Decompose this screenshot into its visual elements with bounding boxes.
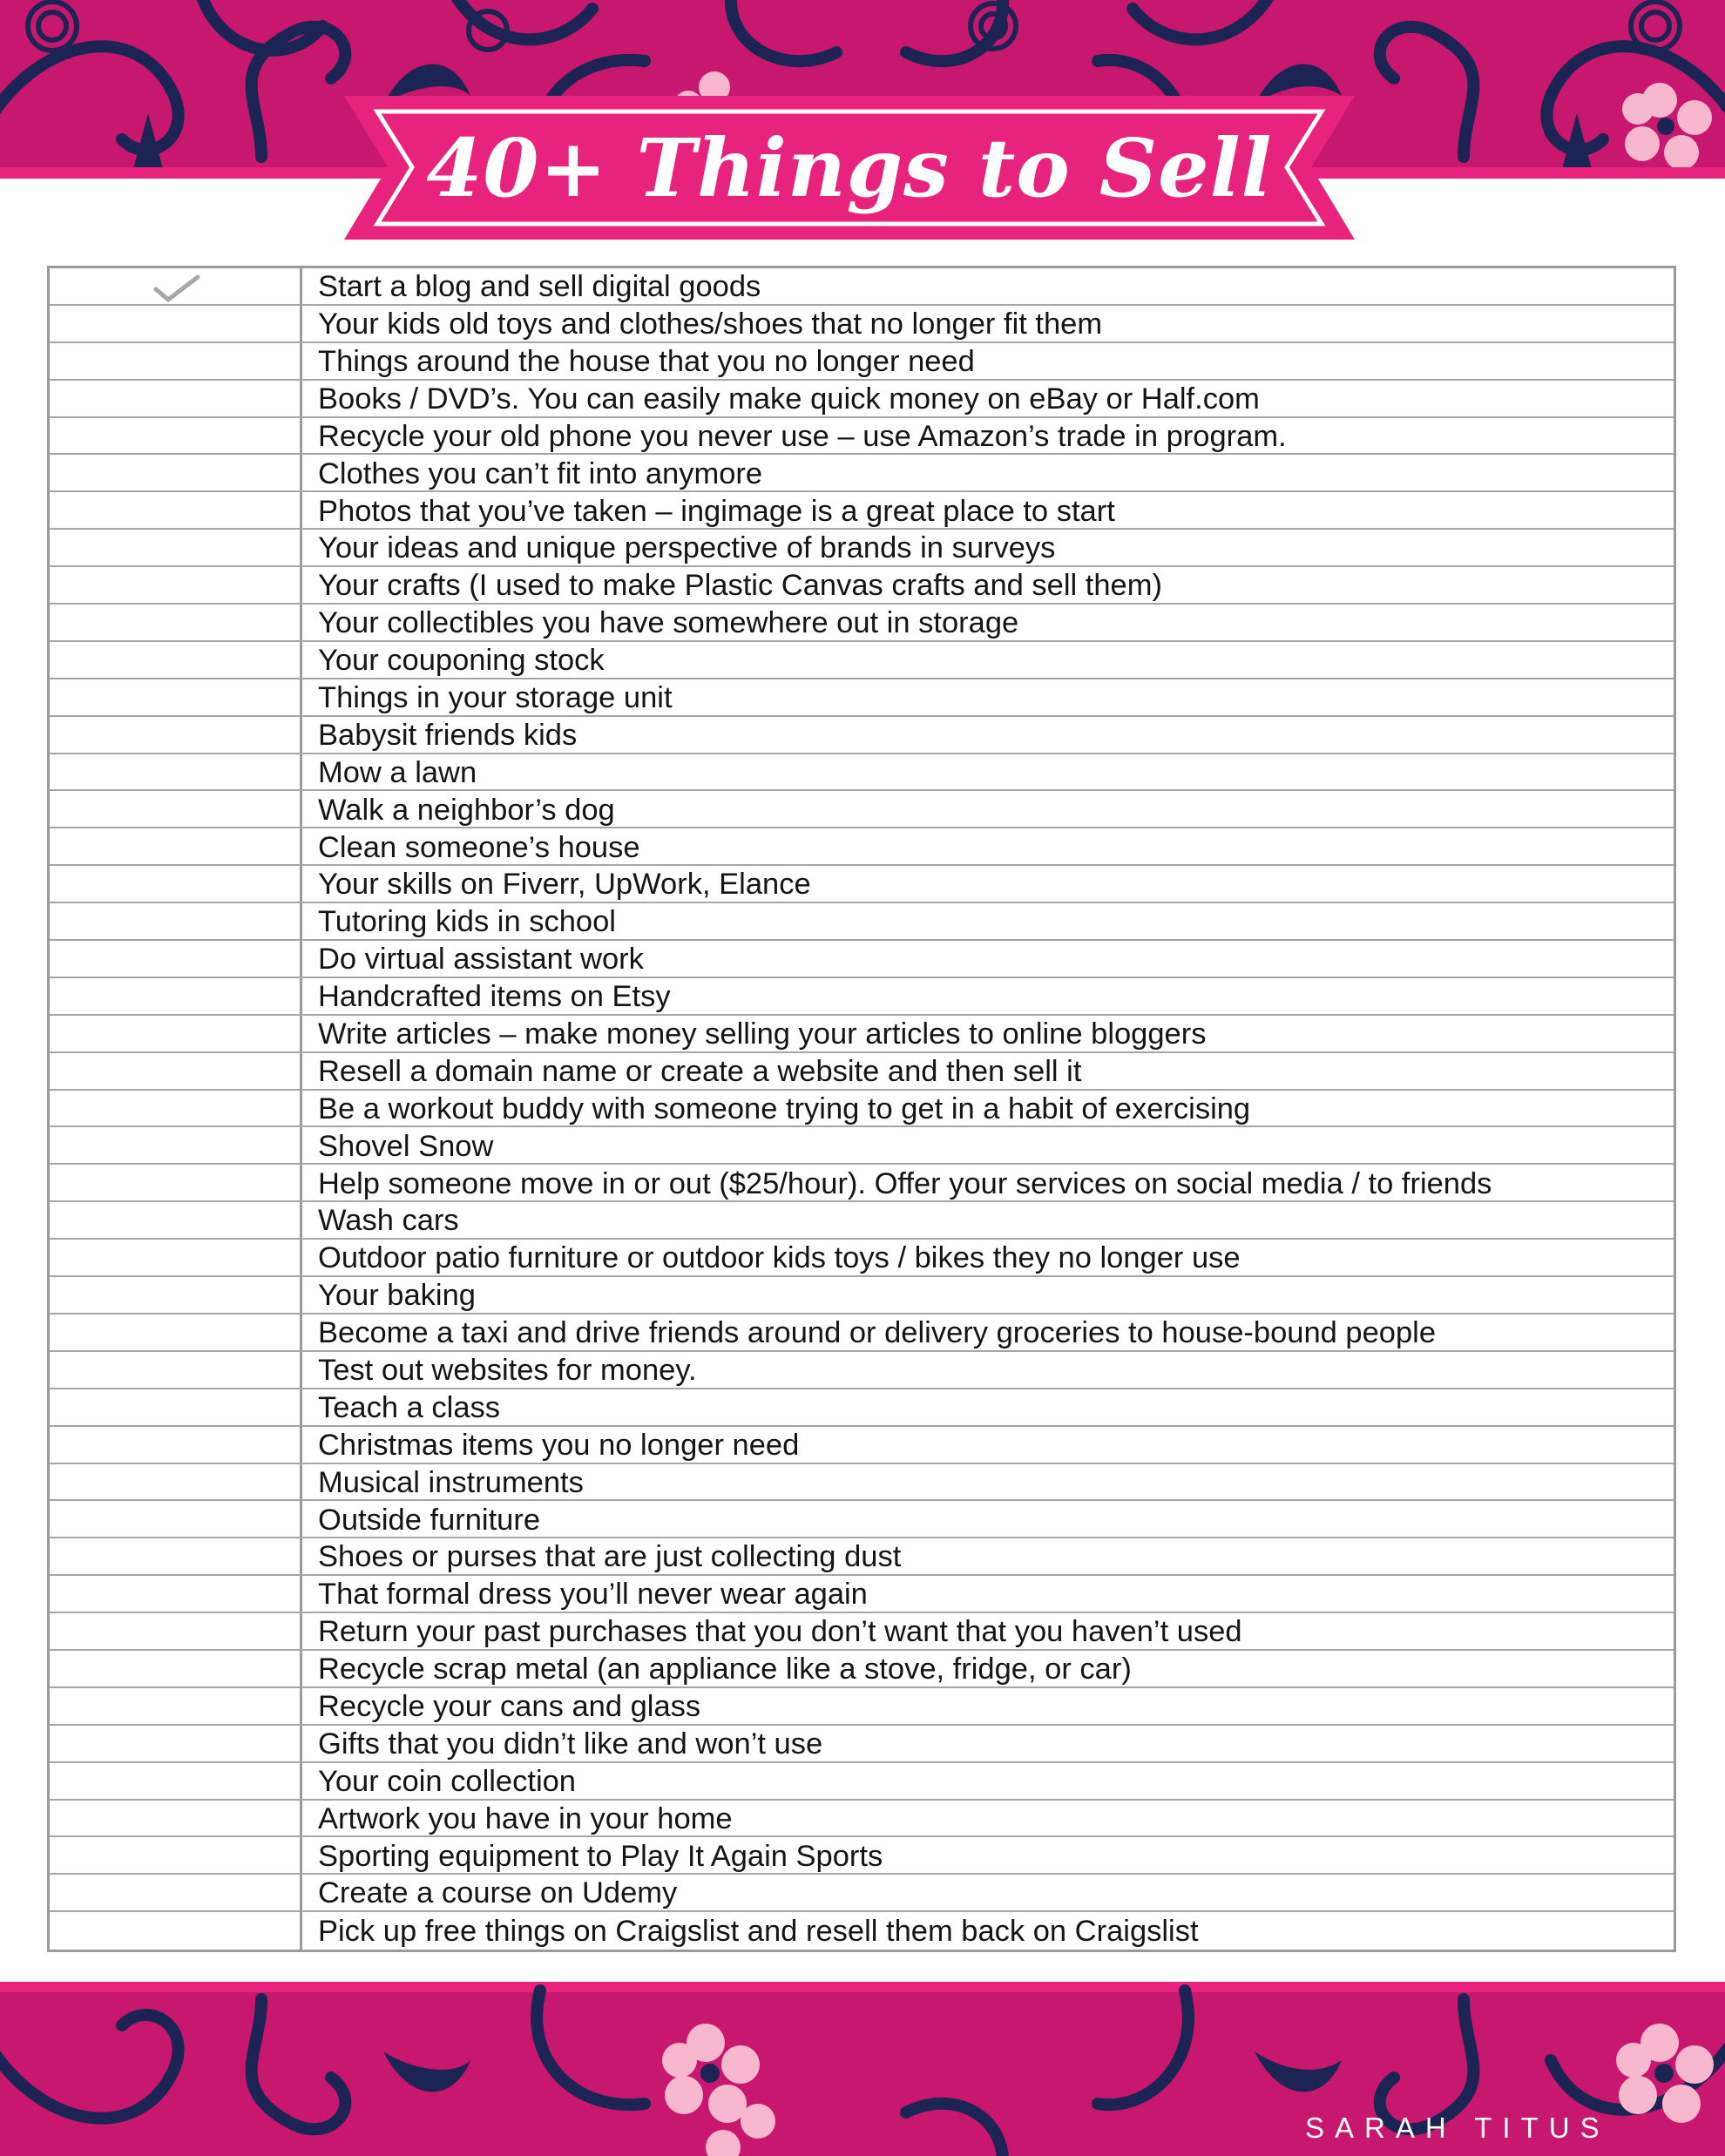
checklist-row	[50, 1875, 1674, 1912]
checklist-row	[50, 941, 1674, 978]
checkbox-cell[interactable]	[50, 941, 302, 977]
checkbox-cell[interactable]	[50, 1091, 302, 1126]
checklist-item-label: Pick up free things on Craigslist and resell them back on Craigslist	[318, 1915, 1199, 1949]
checklist-table	[47, 266, 1676, 1952]
checklist-item-label: Photos that you’ve taken – ingimage is a great place to start	[318, 494, 1115, 528]
checkbox-cell[interactable]	[50, 1688, 302, 1724]
checkbox-cell[interactable]	[50, 828, 302, 864]
checkbox-cell[interactable]	[50, 1801, 302, 1836]
checklist-row	[50, 605, 1674, 642]
checklist-row	[50, 1202, 1674, 1240]
checkbox-cell[interactable]	[50, 1726, 302, 1761]
checklist-item-label: Start a blog and sell digital goods	[318, 270, 761, 304]
checklist-row	[50, 1464, 1674, 1502]
checkbox-cell[interactable]	[50, 1427, 302, 1463]
checkbox-cell[interactable]	[50, 1912, 302, 1950]
checklist-item-label: Recycle your old phone you never use – use Amazon’s trade in program.	[318, 419, 1287, 453]
title-ribbon	[344, 96, 1355, 240]
checklist-item-label: Recycle your cans and glass	[318, 1690, 701, 1724]
checklist-row	[50, 455, 1674, 492]
checkbox-cell[interactable]	[50, 866, 302, 902]
checkbox-cell[interactable]	[50, 903, 302, 939]
checkbox-cell[interactable]	[50, 1352, 302, 1388]
checklist-row	[50, 866, 1674, 903]
checklist-item-label: Shovel Snow	[318, 1129, 494, 1163]
checklist-row	[50, 1576, 1674, 1613]
checklist-row	[50, 1427, 1674, 1464]
checklist-item-label: Musical instruments	[318, 1465, 584, 1499]
checkbox-cell[interactable]	[50, 1315, 302, 1350]
checkbox-cell[interactable]	[50, 1165, 302, 1200]
checklist-row	[50, 343, 1674, 381]
checklist-item-label: Be a workout buddy with someone trying to get in a habit of exercising	[318, 1092, 1251, 1125]
checklist-row	[50, 381, 1674, 418]
checklist-item-label: Walk a neighbor’s dog	[318, 793, 615, 827]
checklist-item-label: Your coin collection	[318, 1764, 576, 1798]
checklist-item-label: Your couponing stock	[318, 644, 605, 678]
checkbox-cell[interactable]	[50, 1538, 302, 1574]
checkbox-cell[interactable]	[50, 418, 302, 454]
checklist-item-label: Christmas items you no longer need	[318, 1428, 800, 1462]
checkbox-cell[interactable]	[50, 1277, 302, 1313]
checklist-item-label: Mow a lawn	[318, 755, 477, 789]
checkbox-cell[interactable]	[50, 754, 302, 790]
checklist-item-label: Artwork you have in your home	[318, 1801, 733, 1835]
checkbox-cell[interactable]	[50, 1613, 302, 1649]
checklist-item-label: Your crafts (I used to make Plastic Canvas crafts and sell them)	[318, 569, 1162, 603]
checkbox-cell[interactable]	[50, 306, 302, 341]
checkbox-cell[interactable]	[50, 1202, 302, 1238]
checkbox-cell[interactable]	[50, 1651, 302, 1686]
checkbox-cell[interactable]	[50, 679, 302, 715]
checklist-row	[50, 1091, 1674, 1128]
checklist-row	[50, 1688, 1674, 1726]
checklist-row	[50, 1389, 1674, 1427]
checkbox-cell[interactable]	[50, 605, 302, 640]
checklist-item-label: Your collectibles you have somewhere out in storage	[318, 606, 1019, 640]
checklist-item-label: Your skills on Fiverr, UpWork, Elance	[318, 868, 811, 902]
checklist-item-label: Sporting equipment to Play It Again Sports	[318, 1839, 883, 1873]
brand-signature: SARAH TITUS	[1305, 2112, 1610, 2144]
checklist-row	[50, 791, 1674, 828]
checklist-row	[50, 1801, 1674, 1838]
checklist-row	[50, 1763, 1674, 1801]
checklist-item-label: Books / DVD’s. You can easily make quick money on eBay or Half.com	[318, 382, 1260, 416]
checkbox-cell[interactable]	[50, 1464, 302, 1500]
checklist-row	[50, 1538, 1674, 1576]
checklist-row	[50, 903, 1674, 941]
checkbox-cell[interactable]	[50, 530, 302, 565]
checklist-item-label: Create a course on Udemy	[318, 1876, 678, 1910]
checklist-item-label: Babysit friends kids	[318, 718, 578, 752]
checklist-row	[50, 492, 1674, 530]
checkbox-cell[interactable]	[50, 268, 302, 304]
checklist-item-label: Tutoring kids in school	[318, 905, 616, 939]
checkbox-cell[interactable]	[50, 567, 302, 603]
checklist-row	[50, 1240, 1674, 1277]
checklist-item-label: Clean someone’s house	[318, 830, 640, 864]
checklist-row	[50, 1127, 1674, 1165]
checklist-item-label: Things in your storage unit	[318, 680, 673, 714]
checkbox-cell[interactable]	[50, 642, 302, 678]
checklist-item-label: Clothes you can’t fit into anymore	[318, 456, 763, 490]
checkbox-cell[interactable]	[50, 717, 302, 753]
checklist-row	[50, 1613, 1674, 1651]
checkbox-cell[interactable]	[50, 1501, 302, 1537]
checkbox-cell[interactable]	[50, 1240, 302, 1275]
checkbox-cell[interactable]	[50, 1016, 302, 1051]
checklist-item-label: Return your past purchases that you don’t want that you haven’t used	[318, 1615, 1242, 1649]
checklist-item-label: Recycle scrap metal (an appliance like a stove, fridge, or car)	[318, 1652, 1132, 1686]
checklist-row	[50, 567, 1674, 605]
checkmark-icon	[152, 274, 201, 303]
checkbox-cell[interactable]	[50, 791, 302, 827]
checklist-row	[50, 1837, 1674, 1875]
checklist-row	[50, 306, 1674, 343]
checklist-row	[50, 1912, 1674, 1950]
checklist-item-label: Things around the house that you no longer need	[318, 344, 975, 378]
checklist-item-label: Your ideas and unique perspective of brands in surveys	[318, 531, 1056, 565]
checklist-item-label: Write articles – make money selling your articles to online bloggers	[318, 1017, 1207, 1051]
checklist-row	[50, 828, 1674, 866]
checklist-row	[50, 754, 1674, 792]
checkbox-cell[interactable]	[50, 343, 302, 379]
checklist-row	[50, 1726, 1674, 1763]
checklist-item-label: Handcrafted items on Etsy	[318, 980, 671, 1014]
checklist-row	[50, 1165, 1674, 1202]
checkbox-cell[interactable]	[50, 1837, 302, 1873]
checklist-row	[50, 1315, 1674, 1352]
checklist-item-label: Shoes or purses that are just collecting dust	[318, 1540, 902, 1574]
checklist-row	[50, 530, 1674, 567]
checklist-row	[50, 418, 1674, 456]
checklist-row	[50, 1277, 1674, 1315]
checklist-item-label: Wash cars	[318, 1204, 459, 1238]
checkbox-cell[interactable]	[50, 1576, 302, 1612]
checklist-item-label: Outdoor patio furniture or outdoor kids toys / bikes they no longer use	[318, 1241, 1241, 1275]
checklist-row	[50, 1651, 1674, 1688]
checklist-item-label: Resell a domain name or create a website and then sell it	[318, 1054, 1082, 1088]
checklist-item-label: Gifts that you didn’t like and won’t use	[318, 1727, 823, 1761]
checklist-item-label: Your kids old toys and clothes/shoes that no longer fit them	[318, 308, 1103, 341]
checklist-item-label: Test out websites for money.	[318, 1354, 697, 1388]
checkbox-cell[interactable]	[50, 381, 302, 416]
checklist-row	[50, 642, 1674, 679]
checklist-row	[50, 717, 1674, 754]
checklist-row	[50, 978, 1674, 1016]
checkbox-cell[interactable]	[50, 978, 302, 1014]
checkbox-cell[interactable]	[50, 1763, 302, 1799]
checklist-row	[50, 1352, 1674, 1389]
checklist-item-label: Teach a class	[318, 1390, 501, 1424]
page-title: 40+ Things to Sell	[426, 120, 1273, 215]
checkbox-cell[interactable]	[50, 1127, 302, 1163]
checklist-item-label: Outside furniture	[318, 1503, 541, 1537]
checkbox-cell[interactable]	[50, 1389, 302, 1425]
checkbox-cell[interactable]	[50, 1053, 302, 1089]
checklist-row	[50, 1053, 1674, 1091]
checklist-row	[50, 268, 1674, 306]
checkbox-cell[interactable]	[50, 455, 302, 490]
checklist-item-label: That formal dress you’ll never wear again	[318, 1578, 868, 1612]
checklist-item-label: Become a taxi and drive friends around or delivery groceries to house-bound people	[318, 1316, 1437, 1350]
checklist-row	[50, 679, 1674, 717]
checkbox-cell[interactable]	[50, 1875, 302, 1910]
checkbox-cell[interactable]	[50, 492, 302, 528]
checklist-row	[50, 1016, 1674, 1053]
checklist-row	[50, 1501, 1674, 1538]
checklist-item-label: Your baking	[318, 1279, 476, 1313]
checklist-item-label: Do virtual assistant work	[318, 943, 644, 977]
checklist-item-label: Help someone move in or out ($25/hour). Offer your services on social media / to friends	[318, 1166, 1492, 1200]
